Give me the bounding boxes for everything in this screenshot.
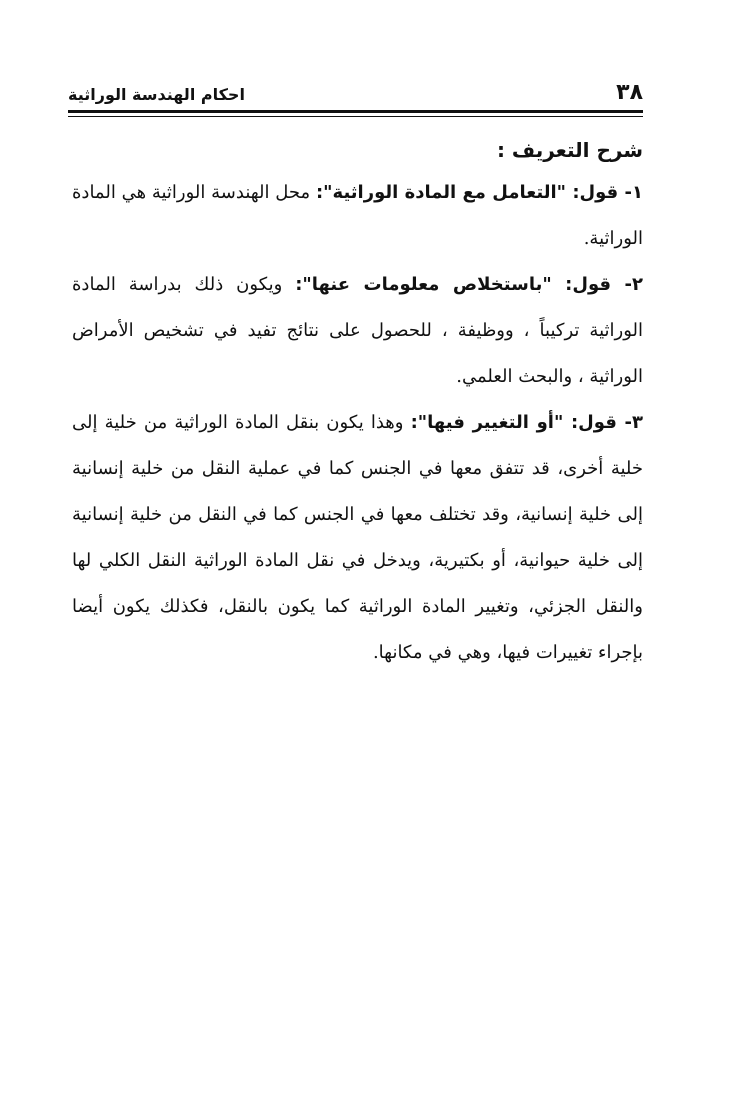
definition-item-1-body: محل الهندسة الوراثية هي المادة الوراثية. bbox=[72, 182, 643, 249]
definition-item-3-body: وهذا يكون بنقل المادة الوراثية من خلية إلى خلية أخرى، قد تتفق معها في الجنس كما في عملية النقل من خلية إنسانية إلى خلية إنسانية، وقد تختلف معها في الجنس كما في النقل من خلية إنسانية إلى خلية حيوانية، أو بكتيرية، ويدخل في نقل المادة الوراثية النقل الكلي لها والنقل الجزئي، وتغيير المادة الوراثية كما يكون بالنقل، فكذلك يكون أيضا بإجراء تغييرات فيها، وهي في مكانها. bbox=[72, 412, 643, 663]
definition-item-2-lead: ٢- قول: "باستخلاص معلومات عنها": bbox=[295, 274, 643, 295]
book-title: احكام الهندسة الوراثية bbox=[68, 85, 245, 104]
page-number: ٣٨ bbox=[616, 80, 643, 105]
section-heading: شرح التعريف : bbox=[496, 138, 643, 162]
definition-item-1-lead: ١- قول: "التعامل مع المادة الوراثية": bbox=[315, 182, 643, 203]
running-header bbox=[68, 72, 643, 106]
definition-item-2 bbox=[72, 262, 643, 400]
definition-item-1 bbox=[72, 170, 643, 262]
header-rule-thin bbox=[68, 116, 643, 117]
page-content bbox=[72, 130, 643, 676]
header-rule-thick bbox=[68, 110, 643, 113]
definition-item-3-lead: ٣- قول: "أو التغيير فيها": bbox=[410, 412, 644, 433]
definition-item-3 bbox=[72, 400, 643, 676]
definition-item-2-body: ويكون ذلك بدراسة المادة الوراثية تركيباً ، ووظيفة ، للحصول على نتائج تفيد في تشخيص الأمراض الوراثية ، والبحث العلمي. bbox=[72, 274, 643, 387]
